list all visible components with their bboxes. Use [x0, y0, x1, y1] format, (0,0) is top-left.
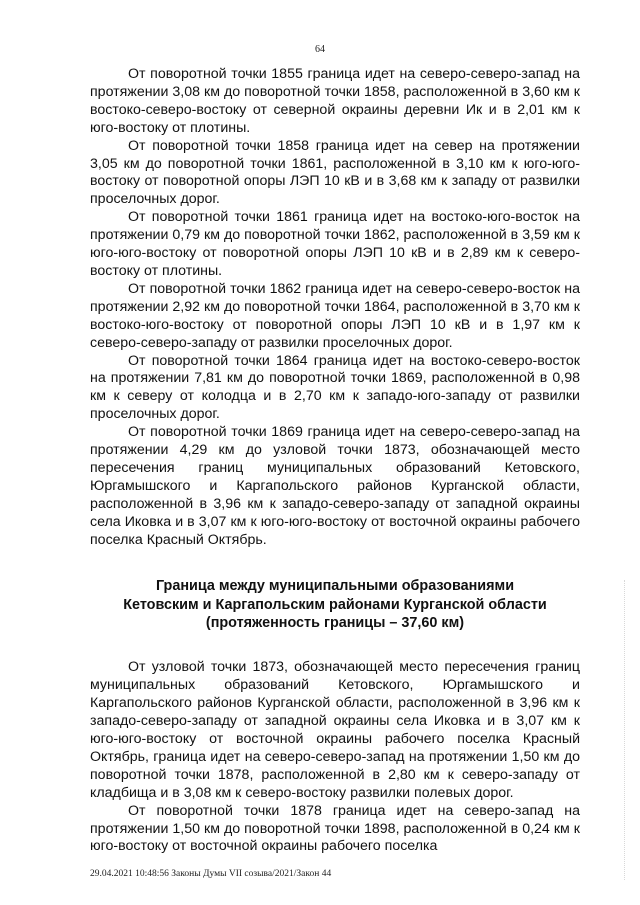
margin-stamp-mark: [624, 580, 631, 880]
paragraph: От поворотной точки 1858 граница идет на север на протяжении 3,05 км до поворотной точки 1861, расположенной в 3,10 км к юго-юго-востоку от поворотной опоры ЛЭП 10 кВ и в 3,68 км к западу от развилки проселочных дорог.: [90, 137, 580, 208]
section-heading-line: Граница между муниципальными образованиями: [155, 578, 515, 595]
paragraph: От поворотной точки 1864 граница идет на востоко-северо-восток на протяжении 7,81 км до поворотной точки 1869, расположенной в 0,98 км к северу от колодца и в 2,70 км к западо-юго-западу от развилки проселочных дорог.: [90, 352, 580, 423]
document-footer: 29.04.2021 10:48:56 Законы Думы VII созыва/2021/Закон 44: [90, 869, 332, 879]
paragraph: От поворотной точки 1869 граница идет на северо-северо-запад на протяжении 4,29 км до узловой точки 1873, обозначающей место пересечения границ муниципальных образований Кетовского, Юргамышского и Каргапольского районов Курганской области, расположенной в 3,96 км к западо-северо-западу от западной окраины села Иковка и в 3,07 км к юго-юго-востоку от восточной окраины рабочего поселка Красный Октябрь.: [90, 424, 580, 548]
paragraph: От поворотной точки 1862 граница идет на северо-северо-восток на протяжении 2,92 км до поворотной точки 1864, расположенной в 3,70 км к востоко-юго-востоку от поворотной опоры ЛЭП 10 кВ и в 1,97 км к северо-северо-западу от развилки проселочных дорог.: [90, 280, 580, 351]
paragraph: От узловой точки 1873, обозначающей место пересечения границ муниципальных образований Кетовского, Юргамышского и Каргапольского районов Курганской области, расположенной в 3,96 км к западо-северо-западу от западной окраины села Иковка и в 3,07 км к юго-юго-востоку от восточной окраины рабочего поселка Красный Октябрь, граница идет на северо-северо-запад на протяжении 1,50 км до поворотной точки 1878, расположенной в 2,80 км к северо-западу от кладбища и в 3,08 км к северо-востоку развилки полевых дорог.: [90, 659, 580, 801]
paragraph: От поворотной точки 1855 граница идет на северо-северо-запад на протяжении 3,08 км до поворотной точки 1858, расположенной в 3,60 км к востоко-северо-востоку от северной окраины деревни Ик и в 2,01 км к юго-востоку от плотины.: [90, 66, 580, 136]
section-heading: [90, 577, 580, 632]
paragraph: От поворотной точки 1861 граница идет на востоко-юго-восток на протяжении 0,79 км до поворотной точки 1862, расположенной в 3,59 км к юго-юго-востоку от поворотной опоры ЛЭП 10 кВ и в 2,89 км к северо-востоку от плотины.: [90, 209, 580, 279]
section-heading-line: Кетовским и Каргапольским районами Курганской области: [123, 596, 547, 613]
page-number: 64: [315, 44, 325, 55]
document-body: [90, 66, 580, 856]
section-heading-length: (протяженность границы – 37,60 км): [205, 615, 465, 632]
paragraph: От поворотной точки 1878 граница идет на северо-запад на протяжении 1,50 км до поворотной точки 1898, расположенной в 0,24 км к юго-востоку от восточной окраины рабочего поселка: [90, 802, 580, 855]
